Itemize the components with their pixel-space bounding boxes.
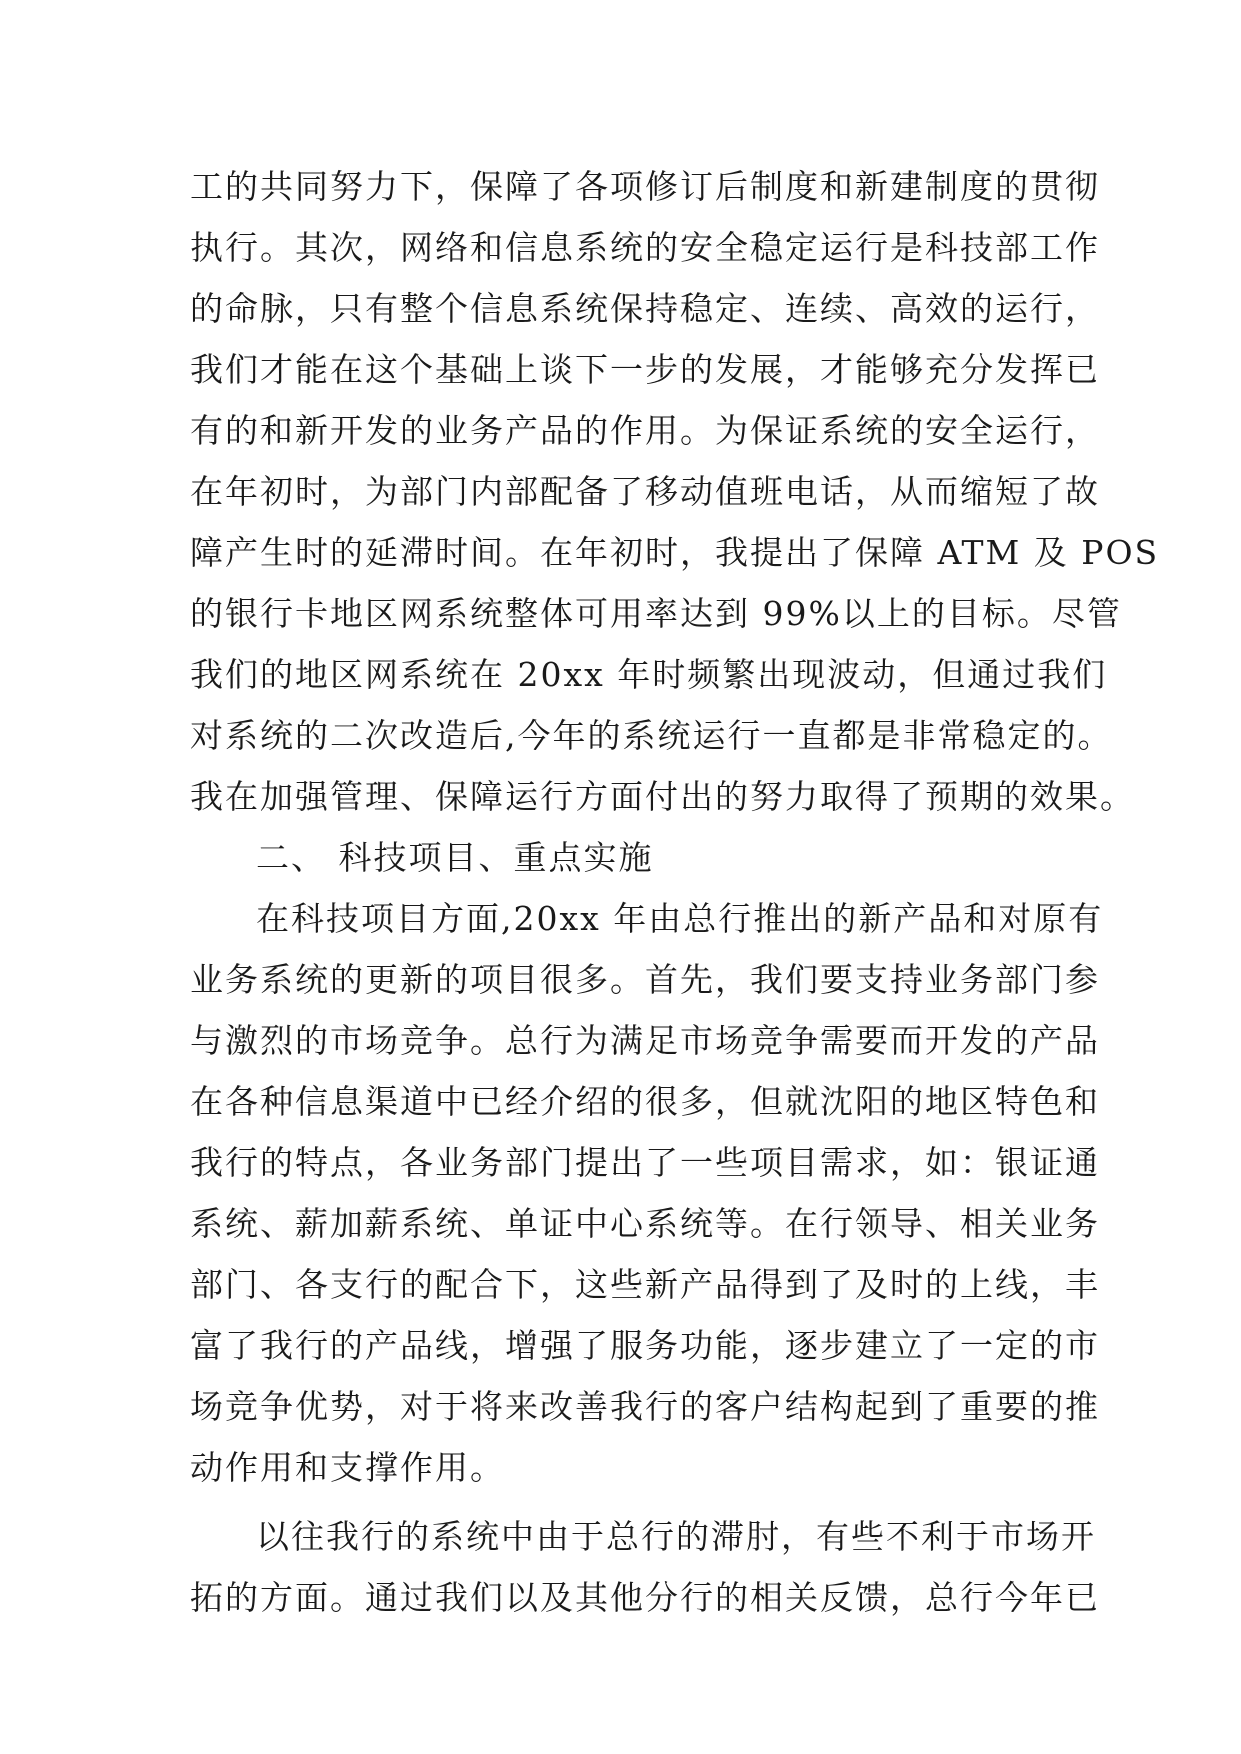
text-line: 与激烈的市场竞争。总行为满足市场竞争需要而开发的产品: [190, 1021, 1100, 1060]
text-line: 在年初时，为部门内部配备了移动值班电话，从而缩短了故: [190, 472, 1100, 511]
text-line: 动作用和支撑作用。: [190, 1448, 505, 1487]
section-heading: 二、 科技项目、重点实施: [256, 838, 654, 877]
text-line: 我们才能在这个基础上谈下一步的发展，才能够充分发挥已: [190, 350, 1100, 389]
text-line: 障产生时的延滞时间。在年初时，我提出了保障 ATM 及 POS: [190, 533, 1160, 572]
text-line: 业务系统的更新的项目很多。首先，我们要支持业务部门参: [190, 960, 1100, 999]
text-line: 有的和新开发的业务产品的作用。为保证系统的安全运行，: [190, 411, 1100, 450]
body-text: [190, 156, 1160, 1628]
text-line: 执行。其次，网络和信息系统的安全稳定运行是科技部工作: [190, 228, 1100, 267]
text-line: 部门、各支行的配合下，这些新产品得到了及时的上线，丰: [190, 1265, 1100, 1304]
text-line: 的命脉，只有整个信息系统保持稳定、连续、高效的运行，: [190, 289, 1100, 328]
text-line: 的银行卡地区网系统整体可用率达到 99%以上的目标。尽管: [190, 594, 1122, 633]
text-line: 富了我行的产品线，增强了服务功能，逐步建立了一定的市: [190, 1326, 1100, 1365]
text-line: 我们的地区网系统在 20xx 年时频繁出现波动，但通过我们: [190, 655, 1108, 694]
text-line: 对系统的二次改造后,今年的系统运行一直都是非常稳定的。: [190, 716, 1113, 755]
paragraph-first-line: 在科技项目方面,20xx 年由总行推出的新产品和对原有: [256, 899, 1104, 938]
text-line: 我在加强管理、保障运行方面付出的努力取得了预期的效果。: [190, 777, 1135, 816]
text-line: 在各种信息渠道中已经介绍的很多，但就沈阳的地区特色和: [190, 1082, 1100, 1121]
text-line: 场竞争优势，对于将来改善我行的客户结构起到了重要的推: [190, 1387, 1100, 1426]
text-line: 拓的方面。通过我们以及其他分行的相关反馈，总行今年已: [190, 1578, 1100, 1617]
text-line: 系统、薪加薪系统、单证中心系统等。在行领导、相关业务: [190, 1204, 1100, 1243]
paragraph-first-line: 以往我行的系统中由于总行的滞肘，有些不利于市场开: [256, 1517, 1096, 1556]
text-line: 我行的特点，各业务部门提出了一些项目需求，如：银证通: [190, 1143, 1100, 1182]
text-line: 工的共同努力下，保障了各项修订后制度和新建制度的贯彻: [190, 167, 1100, 206]
